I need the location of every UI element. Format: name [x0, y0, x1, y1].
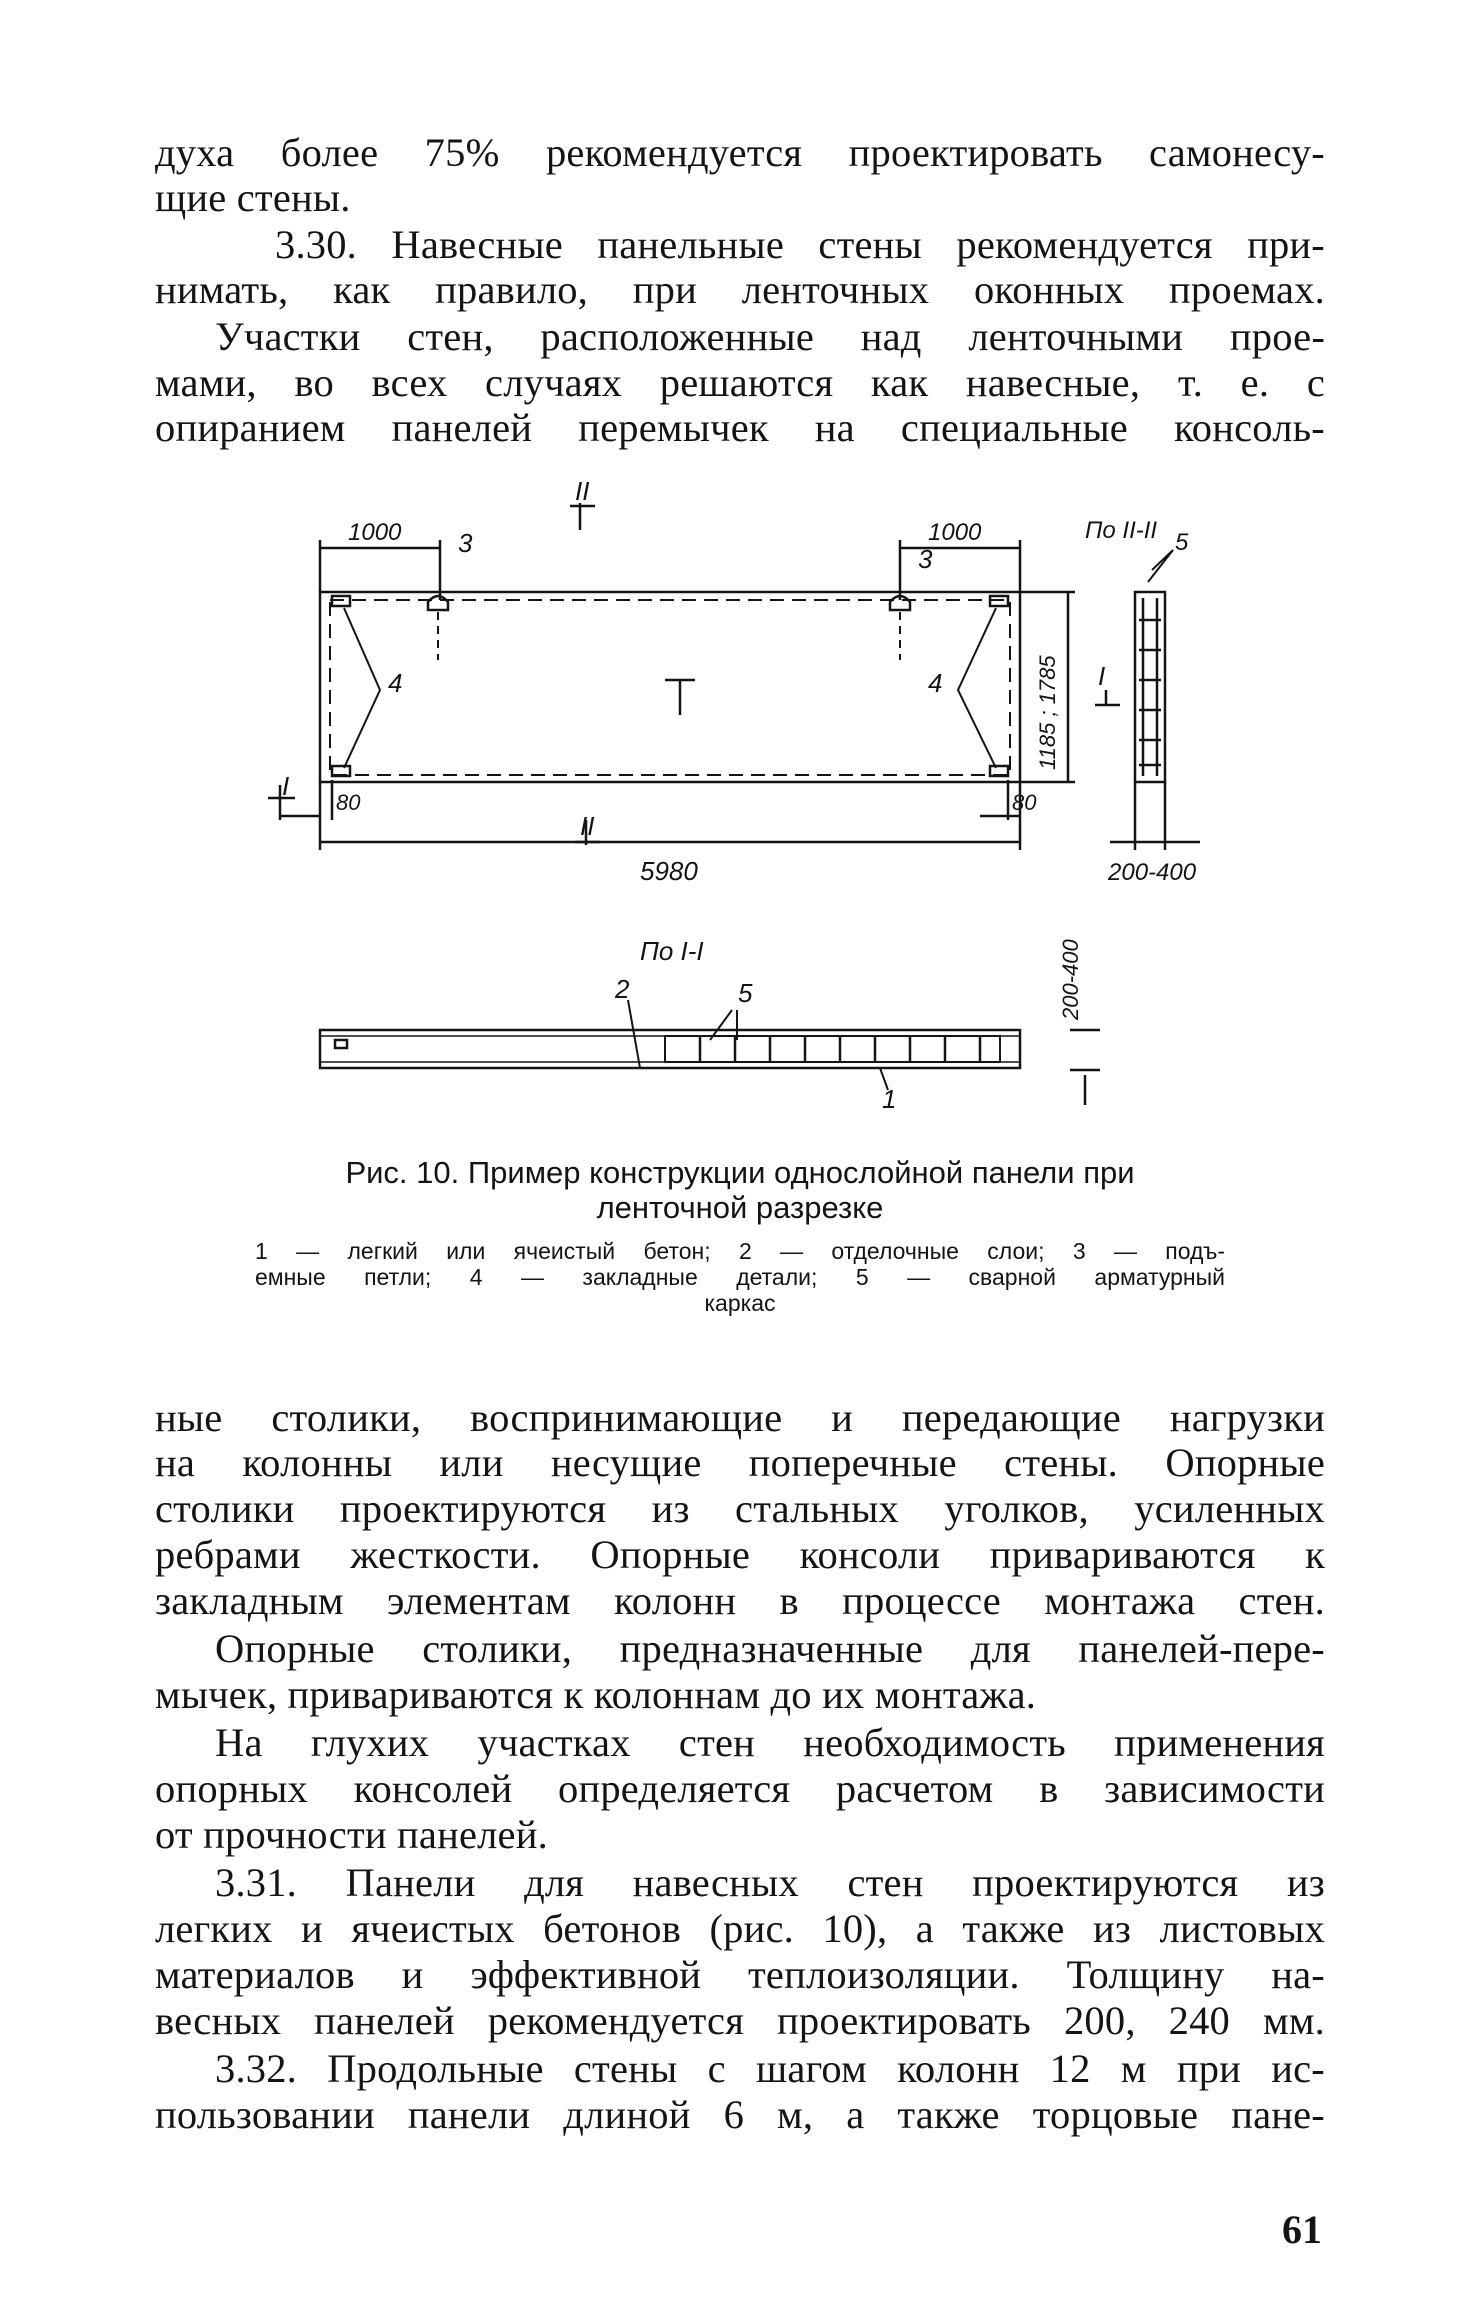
dim-80-left: 80 [336, 790, 361, 815]
text-line: на колонны или несущие поперечные стены. Опорные [155, 1440, 1325, 1485]
text-line: материалов и эффективной теплоизоляции. Толщину на- [155, 1952, 1325, 1997]
figure-caption-title: Рис. 10. Пример конструкции однослойной панели при [345, 1155, 1135, 1190]
dim-thickness-vertical: 200-400 [1058, 939, 1083, 1020]
text-line: ребрами жесткости. Опорные консоли привариваются к [155, 1532, 1325, 1577]
figure-caption-title-2: ленточной разрезке [596, 1190, 884, 1225]
text-line: духа более 75% рекомендуется проектировать самонесу- [155, 130, 1325, 175]
callout-4-right: 4 [928, 668, 943, 698]
text-line: мами, во всех случаях решаются как навесные, т. е. с [155, 360, 1325, 405]
section-mark-top: II [575, 480, 590, 506]
view-label-II-II: По II-II [1085, 517, 1158, 544]
text-line: Опорные столики, предназначенные для панелей-пере- [215, 1626, 1325, 1671]
section-mark-right: I [1098, 661, 1106, 691]
callout-5-section: 5 [738, 978, 753, 1008]
dim-5980: 5980 [640, 856, 698, 886]
text-line: 3.31. Панели для навесных стен проектируются из [215, 1860, 1325, 1905]
view-label-I-I: По I-I [640, 936, 704, 966]
text-line: опорных консолей определяется расчетом в зависимости [155, 1766, 1325, 1811]
section-mark-left: I [282, 771, 290, 801]
text-line: щие стены. [155, 175, 351, 220]
callout-2: 2 [615, 974, 630, 1004]
panel-drawing [240, 480, 1240, 1120]
dim-height: 1185 ; 1785 [1035, 655, 1060, 770]
text-line: столики проектируются из стальных уголков, усиленных [155, 1486, 1325, 1531]
text-line: опиранием панелей перемычек на специальные консоль- [155, 405, 1325, 450]
page-number: 61 [1282, 2207, 1322, 2252]
text-line: 3.30. Навесные панельные стены рекомендуется при- [275, 222, 1325, 267]
callout-3-left: 3 [458, 528, 473, 558]
dim-1000-left: 1000 [348, 519, 402, 546]
text-line: закладным элементам колонн в процессе монтажа стен. [155, 1578, 1325, 1623]
text-line: пользовании панели длиной 6 м, а также торцовые пане- [155, 2092, 1325, 2137]
figure-legend: каркас [704, 1290, 776, 1316]
text-line: На глухих участках стен необходимость применения [215, 1720, 1325, 1765]
text-line: легких и ячеистых бетонов (рис. 10), а также из листовых [155, 1906, 1325, 1951]
callout-4-left: 4 [388, 668, 403, 698]
lifting-loop-left [428, 596, 448, 610]
text-line: нимать, как правило, при ленточных оконных проемах. [155, 267, 1325, 312]
panel-outline [320, 592, 1020, 782]
dim-thickness: 200-400 [1108, 859, 1197, 886]
text-line: весных панелей рекомендуется проектировать 200, 240 мм. [155, 1998, 1325, 2043]
text-line: от прочности панелей. [155, 1812, 548, 1857]
dim-80-right: 80 [1012, 790, 1037, 815]
text-line: мычек, привариваются к колоннам до их монтажа. [155, 1672, 1037, 1717]
figure-legend: емные петли; 4 — закладные детали; 5 — сварной арматурный [255, 1264, 1225, 1290]
dim-1000-right: 1000 [928, 519, 982, 546]
callout-1: 1 [882, 1084, 897, 1114]
panel-frame-dashed [330, 600, 1010, 775]
text-line: 3.32. Продольные стены с шагом колонн 12 м при ис- [215, 2046, 1325, 2091]
section-mark-bottom: II [580, 811, 595, 841]
figure-legend: 1 — легкий или ячеистый бетон; 2 — отделочные слои; 3 — подъ- [255, 1238, 1225, 1264]
text-line: Участки стен, расположенные над ленточными прое- [215, 314, 1325, 359]
callout-3-right: 3 [918, 544, 933, 574]
callout-5-side: 5 [1175, 529, 1189, 556]
text-line: ные столики, воспринимающие и передающие нагрузки [155, 1395, 1325, 1440]
